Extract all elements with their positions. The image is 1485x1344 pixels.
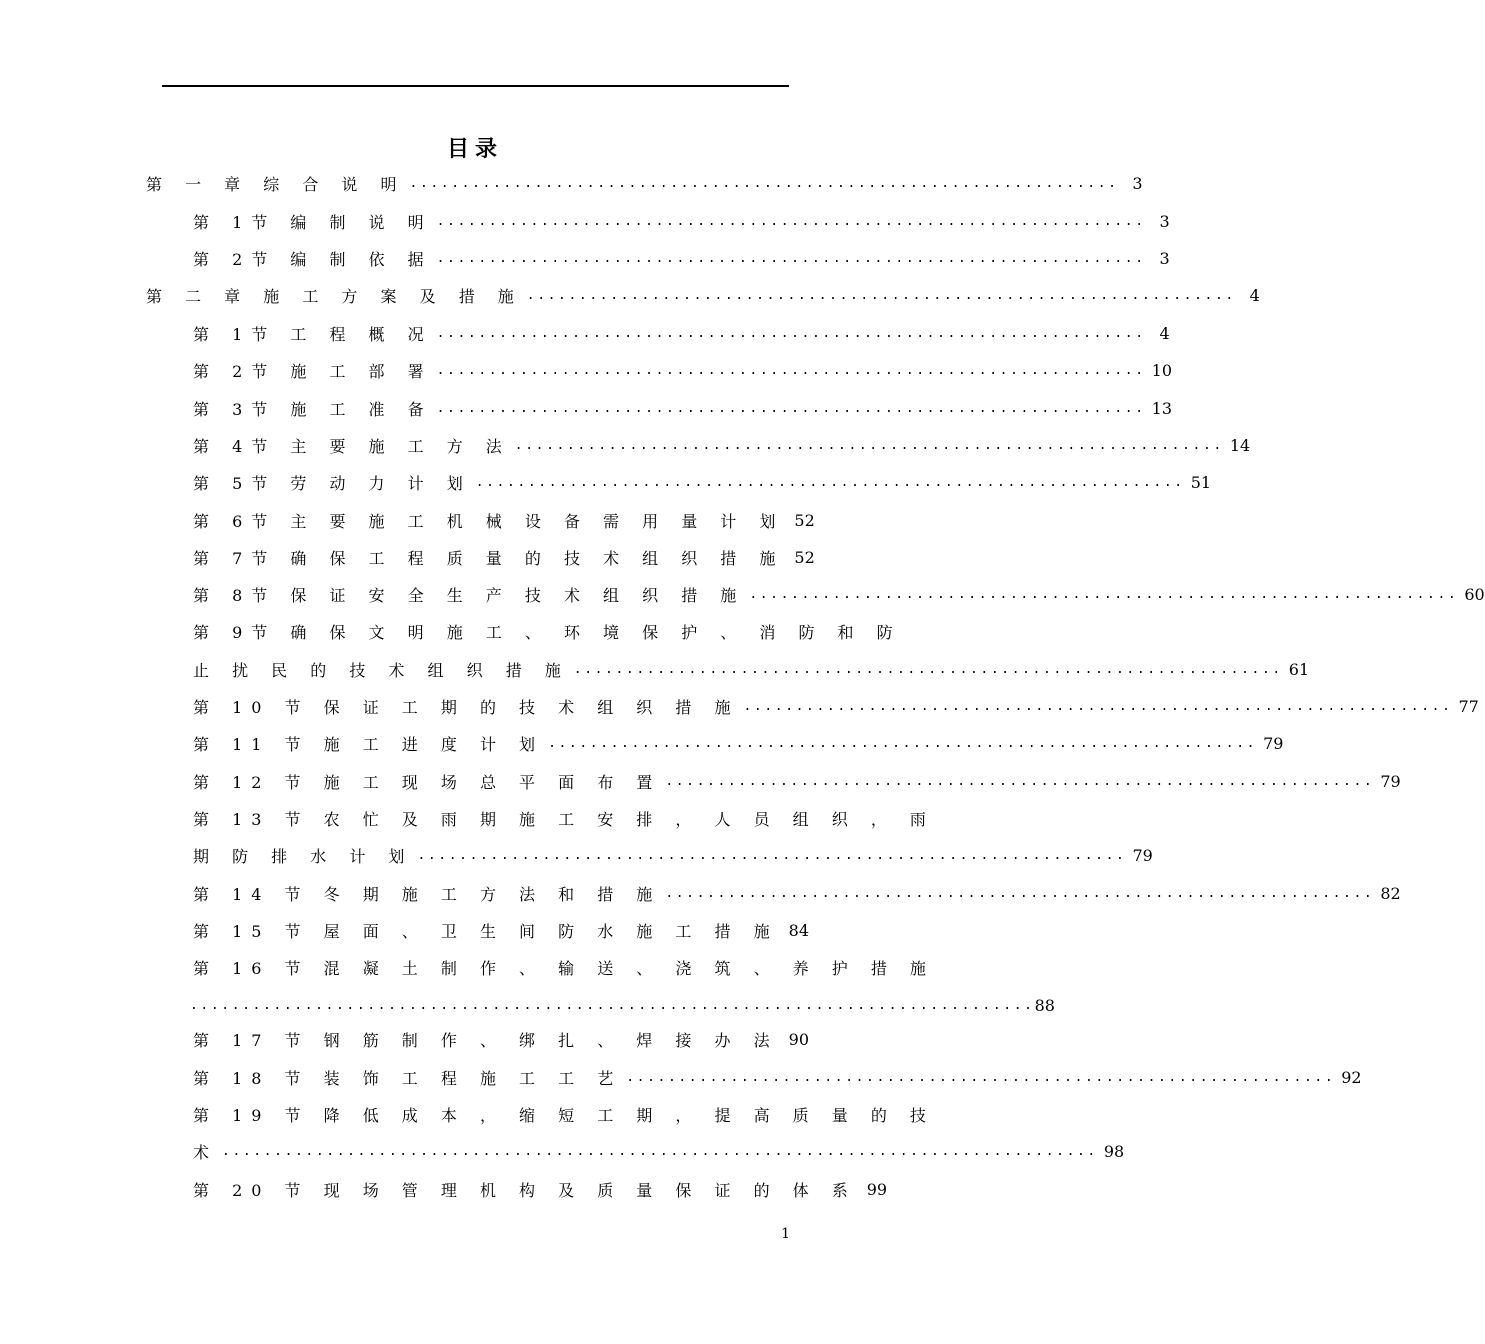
toc-entry[interactable]	[193, 729, 1284, 757]
footer-page-number: 1	[781, 1226, 790, 1242]
toc-entry-page: 88	[1034, 995, 1055, 1015]
toc-entry-page: 82	[1380, 883, 1401, 903]
leader-dots: ....................................................................	[665, 773, 1375, 789]
leader-dots: ....................................................................	[514, 437, 1224, 453]
toc-entry-page: 3	[1132, 173, 1143, 193]
toc-entry-text: 第 4节 主 要 施 工 方 法	[193, 436, 511, 456]
toc-entry[interactable]	[193, 356, 1172, 384]
toc-entry-text: 第 6节 主 要 施 工 机 械 设 备 需 用 量 计 划	[193, 511, 785, 531]
toc-entry[interactable]	[193, 431, 1251, 459]
toc-entry[interactable]	[193, 916, 809, 944]
toc-entry-page: 4	[1249, 285, 1260, 305]
leader-dots: ....................................................................	[526, 287, 1236, 303]
toc-entry[interactable]	[193, 580, 1485, 608]
leader-dots: ....................................................................	[436, 325, 1146, 341]
toc-entry[interactable]	[190, 991, 1055, 1019]
toc-entry-page: 98	[1103, 1141, 1125, 1161]
toc-entry-text: 第 1节 工 程 概 况	[193, 324, 433, 344]
toc-entry-text: 第 3节 施 工 准 备	[193, 399, 433, 419]
toc-entry-text: 术	[193, 1142, 219, 1162]
toc-entry[interactable]	[193, 1175, 888, 1203]
toc-entry[interactable]	[193, 468, 1212, 496]
toc-entry-page: 84	[788, 920, 809, 940]
toc-entry-text: 止 扰 民 的 技 术 组 织 措 施	[193, 660, 570, 680]
toc-entry-page: 90	[788, 1029, 809, 1049]
toc-entry-text: 第 12 节 施 工 现 场 总 平 面 布 置	[193, 772, 662, 792]
leader-dots: ....................................................................	[436, 250, 1146, 266]
leader-dots: ....................................................................	[436, 213, 1146, 229]
toc-entry[interactable]	[193, 506, 815, 534]
toc-entry-page: 77	[1458, 696, 1479, 716]
toc-entry-text: 第 11 节 施 工 进 度 计 划	[193, 734, 545, 754]
leader-dots: ....................................................................	[475, 474, 1185, 490]
leader-dots: ....................................................................	[749, 586, 1459, 602]
toc-entry[interactable]	[193, 1137, 1125, 1165]
toc-entry[interactable]	[146, 281, 1260, 309]
leader-dots: ....................................................................	[626, 1069, 1336, 1085]
toc-entry-text: 第 2节 施 工 部 署	[193, 361, 433, 381]
toc-entry-text: 第 1节 编 制 说 明	[193, 212, 433, 232]
toc-entry[interactable]	[193, 767, 1401, 795]
toc-entry-page: 92	[1341, 1067, 1362, 1087]
leader-dots: ....................................................................	[436, 362, 1146, 378]
toc-entry-text-line1: 第 19 节 降 低 成 本 ， 缩 短 工 期 ， 提 高 质 量 的 技	[193, 1105, 935, 1125]
toc-entry[interactable]	[193, 244, 1170, 272]
toc-entry[interactable]	[193, 1063, 1362, 1091]
toc-entry-page: 14	[1229, 435, 1251, 455]
leader-dots: .................................................................................	[190, 997, 1035, 1013]
toc-entry-text-line1: 第 9节 确 保 文 明 施 工 、 环 境 保 护 、 消 防 和 防	[193, 622, 902, 642]
toc-entry-text: 第 14 节 冬 期 施 工 方 法 和 措 施	[193, 884, 662, 904]
toc-entry-text: 第 8节 保 证 安 全 生 产 技 术 组 织 措 施	[193, 585, 746, 605]
leader-dots: ....................................................................................	[222, 1143, 1098, 1159]
toc-entry[interactable]	[193, 1025, 809, 1053]
toc-entry-text: 第 5节 劳 动 力 计 划	[193, 473, 472, 493]
toc-entry[interactable]	[193, 207, 1170, 235]
toc-entry-page: 4	[1159, 323, 1170, 343]
toc-entry-page: 79	[1263, 733, 1284, 753]
toc-entry-text: 第 10 节 保 证 工 期 的 技 术 组 织 措 施	[193, 697, 740, 717]
toc-entry[interactable]	[193, 655, 1310, 683]
toc-entry-text: 第 一 章 综 合 说 明	[146, 174, 406, 194]
toc-entry-page: 51	[1190, 472, 1212, 492]
toc-entry[interactable]	[193, 692, 1479, 720]
toc-entry-text: 第 15 节 屋 面 、 卫 生 间 防 水 施 工 措 施	[193, 921, 779, 941]
toc-entry-page: 10	[1151, 360, 1172, 380]
toc-entry-text-line1: 第 13 节 农 忙 及 雨 期 施 工 安 排 ， 人 员 组 织 ， 雨	[193, 809, 935, 829]
page-title: 目录	[446, 136, 503, 162]
toc-entry-page: 3	[1159, 211, 1170, 231]
toc-entry-text: 第 18 节 装 饰 工 程 施 工 工 艺	[193, 1068, 623, 1088]
toc-entry-text: 第 2节 编 制 依 据	[193, 249, 433, 269]
toc-entry-page: 52	[794, 547, 815, 567]
toc-entry-page: 3	[1159, 248, 1170, 268]
leader-dots: ....................................................................	[665, 885, 1375, 901]
toc-entry[interactable]	[193, 841, 1153, 869]
toc-entry-page: 61	[1288, 659, 1310, 679]
toc-entry-text: 第 17 节 钢 筋 制 作 、 绑 扎 、 焊 接 办 法	[193, 1030, 779, 1050]
toc-entry-page: 60	[1464, 584, 1485, 604]
toc-entry[interactable]	[146, 169, 1143, 197]
toc-entry-page: 79	[1380, 771, 1401, 791]
leader-dots: ....................................................................	[436, 400, 1146, 416]
leader-dots: ....................................................................	[743, 698, 1453, 714]
toc-entry-text: 第 7节 确 保 工 程 质 量 的 技 术 组 织 措 施	[193, 548, 785, 568]
toc-entry[interactable]	[193, 543, 815, 571]
toc-entry-page: 13	[1151, 398, 1172, 418]
leader-dots: ....................................................................	[573, 661, 1283, 677]
toc-entry-text: 期 防 排 水 计 划	[193, 846, 414, 866]
leader-dots: ....................................................................	[417, 847, 1127, 863]
toc-entry-page: 52	[794, 510, 815, 530]
toc-entry[interactable]	[193, 319, 1170, 347]
toc-entry-text: 第 20 节 现 场 管 理 机 构 及 质 量 保 证 的 体 系	[193, 1180, 857, 1200]
toc-entry-page: 99	[866, 1179, 888, 1199]
toc-entry-text: 第 二 章 施 工 方 案 及 措 施	[146, 286, 523, 306]
leader-dots: ....................................................................	[548, 735, 1258, 751]
toc-entry[interactable]	[193, 879, 1401, 907]
toc-entry-page: 79	[1132, 845, 1153, 865]
toc-entry[interactable]	[193, 394, 1172, 422]
toc-entry-text-line1: 第 16 节 混 凝 土 制 作 、 输 送 、 浇 筑 、 养 护 措 施	[193, 958, 935, 978]
leader-dots: ....................................................................	[409, 175, 1119, 191]
